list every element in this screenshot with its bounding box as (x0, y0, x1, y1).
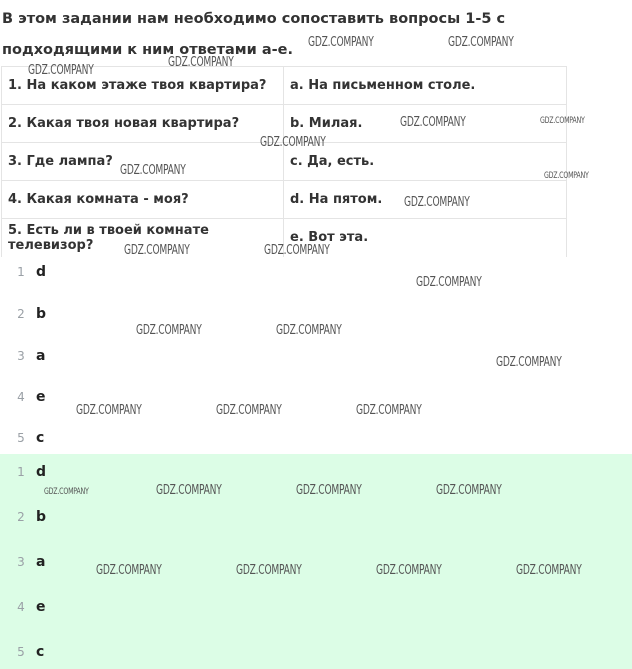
question-cell: 4. Какая комната - моя? (2, 181, 284, 219)
answer-cell: e. Вот эта. (284, 219, 567, 257)
watermark: GDZ.COMPANY (216, 403, 282, 418)
answer-value: d (36, 464, 47, 480)
list-item (0, 304, 46, 324)
watermark: GDZ.COMPANY (496, 355, 562, 370)
table-row (2, 181, 567, 219)
watermark: GDZ.COMPANY (400, 115, 466, 130)
answer-number: 5 (17, 645, 25, 659)
answer-number: 4 (17, 390, 25, 404)
watermark: GDZ.COMPANY (28, 63, 94, 78)
answer-value: a (36, 348, 46, 364)
list-item (0, 597, 46, 617)
answer-value: a (36, 554, 46, 570)
watermark: GDZ.COMPANY (448, 35, 514, 50)
list-item (0, 462, 46, 482)
list-item (0, 642, 44, 662)
watermark: GDZ.COMPANY (516, 563, 582, 578)
answer-value: b (36, 509, 47, 525)
watermark: GDZ.COMPANY (544, 171, 589, 181)
answer-cell: c. Да, есть. (284, 143, 567, 181)
watermark: GDZ.COMPANY (296, 483, 362, 498)
watermark: GDZ.COMPANY (260, 135, 326, 150)
watermark: GDZ.COMPANY (236, 563, 302, 578)
watermark: GDZ.COMPANY (136, 323, 202, 338)
answer-cell: a. На письменном столе. (284, 67, 567, 105)
answer-number: 4 (17, 600, 25, 614)
answer-number: 1 (17, 465, 25, 479)
answer-number: 2 (17, 307, 25, 321)
task-description: В этом задании нам необходимо сопоставить вопросы 1-5 с подходящими к ним ответами a-e. (2, 11, 506, 58)
answer-value: d (36, 264, 47, 280)
watermark: GDZ.COMPANY (308, 35, 374, 50)
answer-number: 2 (17, 510, 25, 524)
list-item (0, 262, 46, 282)
watermark: GDZ.COMPANY (44, 487, 89, 497)
list-item (0, 507, 46, 527)
list-item (0, 387, 46, 407)
watermark: GDZ.COMPANY (168, 55, 234, 70)
watermark: GDZ.COMPANY (376, 563, 442, 578)
watermark: GDZ.COMPANY (96, 563, 162, 578)
watermark: GDZ.COMPANY (156, 483, 222, 498)
answer-value: c (36, 644, 45, 660)
matching-table (1, 66, 567, 257)
watermark: GDZ.COMPANY (276, 323, 342, 338)
watermark: GDZ.COMPANY (404, 195, 470, 210)
watermark: GDZ.COMPANY (124, 243, 190, 258)
watermark: GDZ.COMPANY (76, 403, 142, 418)
answer-number: 1 (17, 265, 25, 279)
watermark: GDZ.COMPANY (416, 275, 482, 290)
watermark: GDZ.COMPANY (356, 403, 422, 418)
question-cell: 1. На каком этаже твоя квартира? (2, 67, 284, 105)
question-cell: 2. Какая твоя новая квартира? (2, 105, 284, 143)
answer-cell: d. На пятом. (284, 181, 567, 219)
answer-number: 3 (17, 349, 25, 363)
answer-value: e (36, 599, 46, 615)
answer-cell: b. Милая. (284, 105, 567, 143)
answer-number: 5 (17, 431, 25, 445)
list-item (0, 428, 44, 448)
list-item (0, 552, 45, 572)
answer-value: e (36, 389, 46, 405)
watermark: GDZ.COMPANY (264, 243, 330, 258)
answer-number: 3 (17, 555, 25, 569)
watermark: GDZ.COMPANY (540, 116, 585, 126)
answer-value: b (36, 306, 47, 322)
list-item (0, 346, 45, 366)
answer-value: c (36, 430, 45, 446)
watermark: GDZ.COMPANY (436, 483, 502, 498)
question-cell: 3. Где лампа? (2, 143, 284, 181)
question-cell: 5. Есть ли в твоей комнате телевизор? (2, 219, 284, 257)
watermark: GDZ.COMPANY (120, 163, 186, 178)
